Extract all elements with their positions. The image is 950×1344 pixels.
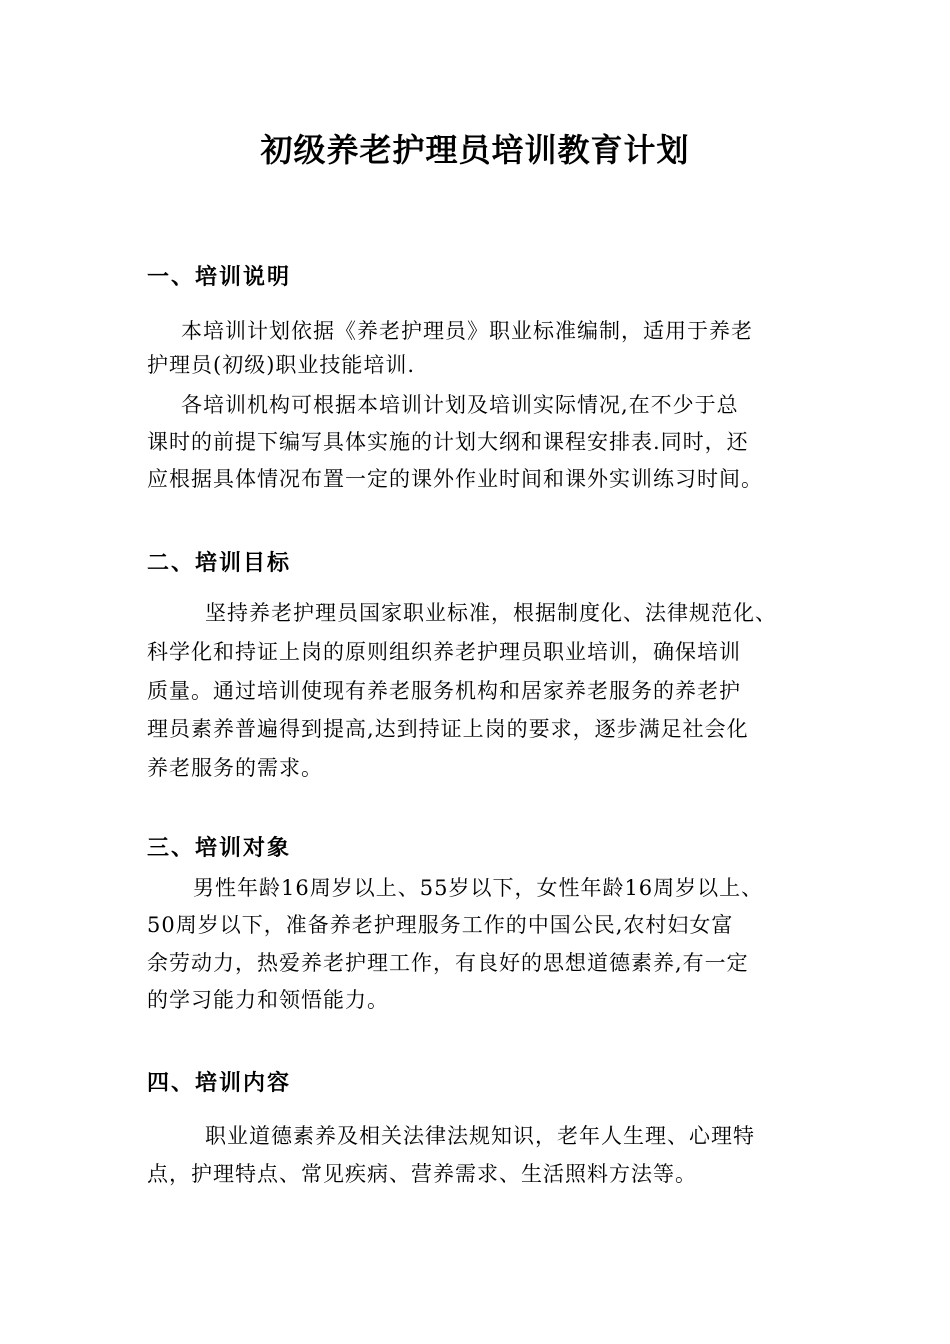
paragraph-line: 科学化和持证上岗的原则组织养老护理员职业培训，确保培训 [147,640,741,664]
paragraph-line: 应根据具体情况布置一定的课外作业时间和课外实训练习时间。 [147,467,763,491]
section-heading-3: 三、培训对象 [147,836,292,861]
paragraph-line: 坚持养老护理员国家职业标准，根据制度化、法律规范化、 [205,601,777,625]
paragraph-line: 男性年龄16周岁以上、55岁以下，女性年龄16周岁以上、 [193,876,764,900]
paragraph-line: 理员素养普遍得到提高,达到持证上岗的要求，逐步满足社会化 [147,717,749,741]
section-heading-2: 二、培训目标 [147,551,292,576]
paragraph-line: 的学习能力和领悟能力。 [147,988,389,1012]
paragraph-line: 职业道德素养及相关法律法规知识，老年人生理、心理特 [205,1124,755,1148]
paragraph-line: 点，护理特点、常见疾病、营养需求、生活照料方法等。 [147,1162,697,1186]
paragraph-line: 养老服务的需求。 [147,756,323,780]
paragraph-line: 各培训机构可根据本培训计划及培训实际情况,在不少于总 [181,393,739,417]
paragraph-line: 护理员(初级)职业技能培训. [147,353,416,377]
paragraph-line: 余劳动力，热爱养老护理工作，有良好的思想道德素养,有一定 [147,951,749,975]
document-title: 初级养老护理员培训教育计划 [260,131,690,169]
paragraph-line: 本培训计划依据《养老护理员》职业标准编制，适用于养老 [181,319,753,343]
paragraph-line: 课时的前提下编写具体实施的计划大纲和课程安排表.同时，还 [147,430,749,454]
paragraph-line: 质量。通过培训使现有养老服务机构和居家养老服务的养老护 [147,679,741,703]
section-heading-4: 四、培训内容 [147,1071,292,1096]
section-heading-1: 一、培训说明 [147,265,292,290]
paragraph-line: 50周岁以下，准备养老护理服务工作的中国公民,农村妇女富 [147,913,734,937]
